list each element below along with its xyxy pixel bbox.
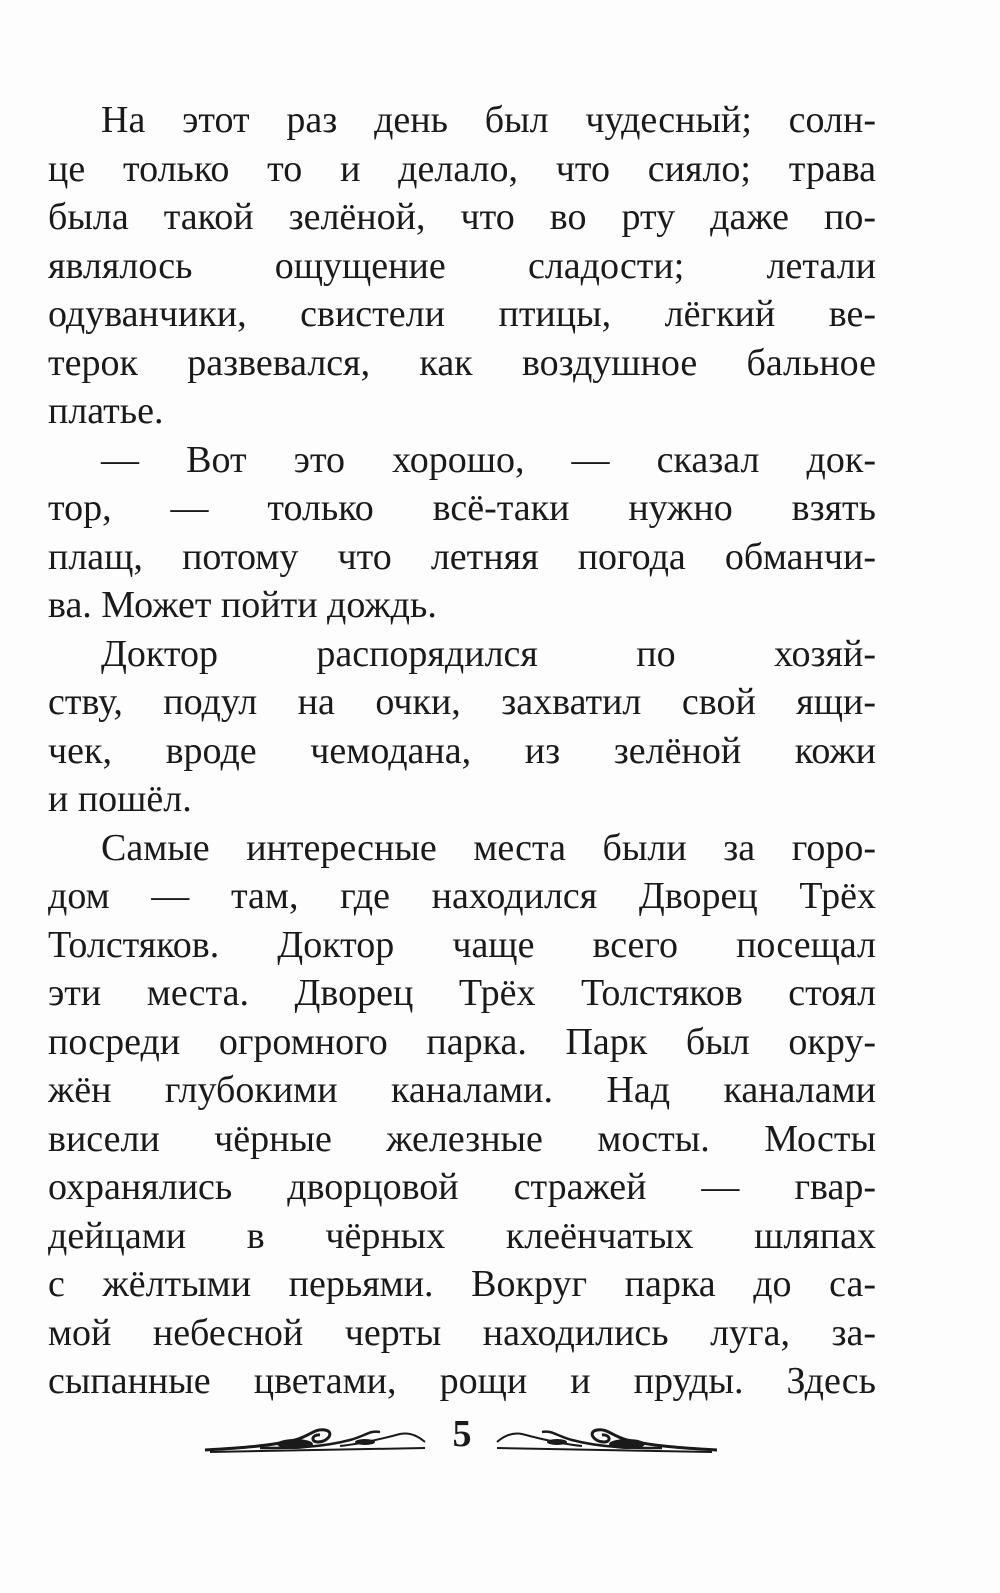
text-line: одуванчики, свистели птицы, лёгкий ве- <box>48 293 876 335</box>
text-line: терок развевался, как воздушное бальное <box>48 341 876 384</box>
text-line: Доктор распорядился по хозяй- <box>101 632 876 675</box>
text-line: плащ, потому что летняя погода обманчи- <box>48 535 876 578</box>
text-line: ва. Может пойти дождь. <box>48 584 437 626</box>
text-line: мой небесной черты находились луга, за- <box>48 1311 876 1354</box>
text-line: На этот раз день был чудесный; солн- <box>101 99 876 141</box>
text-line: охранялись дворцовой стражей — гвар- <box>48 1166 876 1208</box>
text-line: ству, подул на очки, захватил свой ящи- <box>48 681 876 723</box>
text-line: с жёлтыми перьями. Вокруг парка до са- <box>48 1263 876 1305</box>
text-line: це только то и делало, что сияло; трава <box>48 147 876 190</box>
text-line: посреди огромного парка. Парк был окру- <box>48 1020 876 1063</box>
text-line: дом — там, где находился Дворец Трёх <box>48 875 876 917</box>
page-number: 5 <box>452 1413 472 1455</box>
flourish-ornament-left-icon <box>200 1418 430 1458</box>
page-footer <box>0 1410 1000 1470</box>
text-line: висели чёрные железные мосты. Мосты <box>48 1117 876 1160</box>
page-body-text <box>48 96 876 1406</box>
text-line: — Вот это хорошо, — сказал док- <box>101 438 876 481</box>
text-line: чек, вроде чемодана, из зелёной кожи <box>48 729 876 772</box>
text-line: тор, — только всё-таки нужно взять <box>48 487 876 529</box>
text-line: сыпанные цветами, рощи и пруды. Здесь <box>48 1360 876 1402</box>
text-line: платье. <box>48 390 164 432</box>
text-line: Толстяков. Доктор чаще всего посещал <box>48 923 876 966</box>
text-line: была такой зелёной, что во рту даже по- <box>48 196 876 238</box>
text-line: Самые интересные места были за горо- <box>101 826 876 869</box>
text-line: дейцами в чёрных клеёнчатых шляпах <box>48 1214 876 1257</box>
text-line: жён глубокими каналами. Над каналами <box>48 1069 876 1111</box>
text-line: являлось ощущение сладости; летали <box>48 244 876 287</box>
flourish-ornament-right-icon <box>492 1418 722 1458</box>
text-line: эти места. Дворец Трёх Толстяков стоял <box>48 972 876 1014</box>
text-line: и пошёл. <box>48 778 192 820</box>
